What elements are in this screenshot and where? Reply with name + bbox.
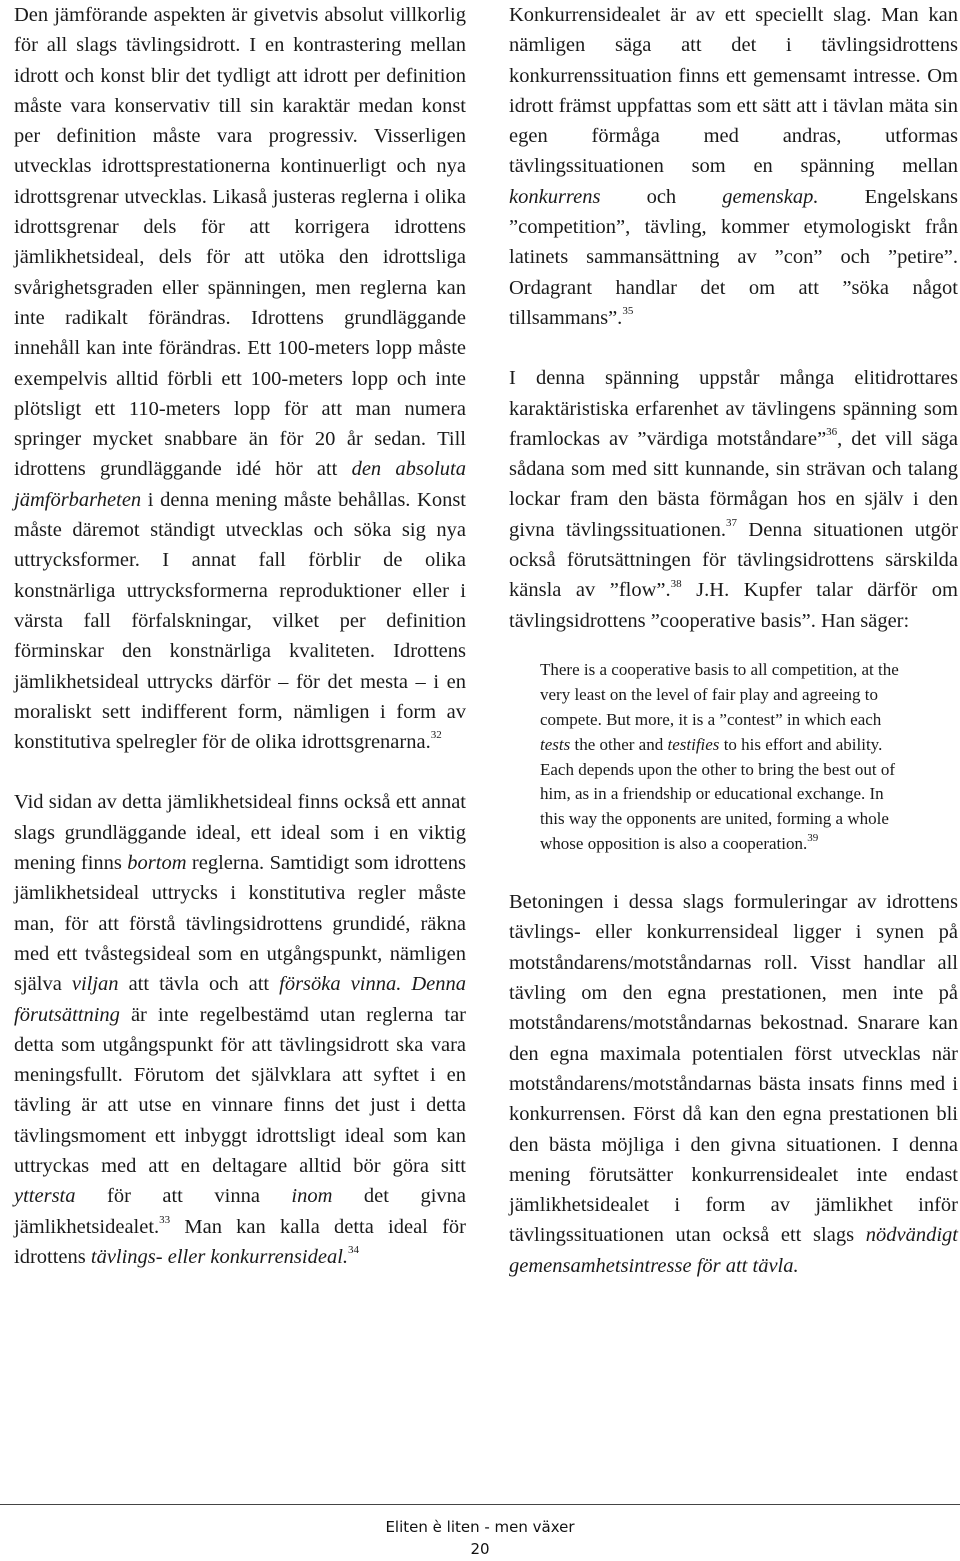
footnote-ref: 39 xyxy=(807,831,819,844)
text-run: Vid sidan av detta jämlikhetsideal finns också ett annat slags grundläggande ideal, ett ideal som i en viktig mening finns xyxy=(14,791,466,875)
text-run: det givna jämlikhetsidealet. xyxy=(14,1185,466,1238)
footnote-ref: 33 xyxy=(159,1213,171,1226)
footer-divider xyxy=(0,1504,960,1505)
italic-text: testifies xyxy=(667,734,720,754)
italic-text: gemenskap. xyxy=(722,185,819,208)
footnote-ref: 35 xyxy=(622,305,634,318)
italic-text: tests xyxy=(540,734,571,754)
text-run: Denna situationen utgör också förutsättningen för tävlingsidrottens särskilda känsla av ”flow”. xyxy=(509,518,959,602)
italic-text: bortom xyxy=(127,852,187,875)
text-run: att tävla och att xyxy=(118,973,280,996)
paragraph xyxy=(509,0,958,333)
text-run: Betoningen i dessa slags formuleringar av idrottens tävlings- eller konkurrensideal ligger i synen på motståndarens/motståndarnas roll. Visst handlar all tävling om den egna prestationen, men inte på motståndarens/motståndarnas bekostnad. Snarare kan den egna maximala potentialen först utvecklas när motståndarens/motståndarnas bästa insats finns med i konkurrensen. Först då kan den egna prestationen bli den bästa möjliga i den givna situationen. I denna mening förutsätter konkurrensidealet inte endast jämlikhetsidealet i form av jämlikhet inför tävlingssituationen utan också ett slags xyxy=(509,891,958,1247)
italic-text: den absoluta jämförbarheten xyxy=(14,458,467,511)
paragraph xyxy=(14,0,466,757)
text-run: för att vinna xyxy=(75,1185,292,1208)
italic-text: viljan xyxy=(71,973,119,996)
italic-text: försöka vinna. Denna förutsättning xyxy=(14,973,467,1026)
text-run: , det vill säga sådana som med sitt kunnande, sin strävan och talang lockar fram den bästa förmågan hos en själv i den givna tävlingssituationen. xyxy=(509,427,958,541)
text-run: och xyxy=(600,185,723,208)
text-run: Den jämförande aspekten är givetvis absolut villkorlig för all slags tävlingsidrott. I en kontrastering mellan idrott och konst blir det tydligt att idrott per definition måste vara konservativ till sin karaktär medan konst per definition måste vara progressiv. Visserligen utvecklas idrottsprestationerna kontinuerligt och nya idrottsgrenar utvecklas. Likaså justeras reglerna i olika idrottsgrenar dels för att korrigera idrottens jämlikhetsideal, dels för att utöka den idrottsliga svårighetsgraden eller spänningen, men reglerna kan inte radikalt förändras. Idrottens grundläggande innehåll kan inte förändras. Ett 100-meters lopp måste exempelvis alltid förbli ett 100-meters lopp och inte plötsligt ett 110-meters lopp för att man numera springer mycket snabbare än för 20 år sedan. Till idrottens grundläggande idé hör att xyxy=(14,4,466,481)
footnote-ref: 34 xyxy=(348,1244,360,1257)
left-column xyxy=(14,0,466,1272)
text-run: Engelskans ”competition”, tävling, kommer etymologiskt från latinets sammansättning av ”con” och ”petire”. Ordagrant handlar det om att ”söka något tillsammans”. xyxy=(509,185,958,329)
paragraph xyxy=(509,887,958,1281)
italic-text: yttersta xyxy=(14,1185,76,1208)
text-run: There is a cooperative basis to all competition, at the very least on the level of fair play and agreeing to compete. But more, it is a ”contest” in which each xyxy=(540,659,899,729)
italic-text: nödvändigt gemensamhetsintresse för att tävla. xyxy=(509,1224,958,1277)
text-run: reglerna. Samtidigt som idrottens jämlikhetsideal uttrycks i konstitutiva regler måste man, för att förstå tävlingsidrottens grundidé, räkna med ett tvåstegsideal som en utgångspunkt, nämligen själva xyxy=(14,852,466,996)
text-run: to his effort and ability. Each depends upon the other to bring the best out of him, as in a friendship or educational exchange. In this way the opponents are united, forming a whole whose opposition is also a cooperation. xyxy=(540,734,896,854)
text-run: är inte regelbestämd utan reglerna tar detta som utgångspunkt för att tävlingsidrott ska vara meningsfullt. Förutom det självklara att syftet i en tävling är att utse en vinnare finns det just i detta tävlingsmoment ett inbyggt idrottsligt ideal som kan uttryckas med att en deltagare alltid bör göra sitt xyxy=(14,1003,466,1177)
paragraph xyxy=(509,363,958,636)
text-run: i denna mening måste behållas. Konst måste däremot ständigt utvecklas och söka sig nya uttrycksformer. I annat fall förblir de olika konstnärliga uttrycksformerna reproduktioner eller i värsta fall förfalskningar, vilket per definition förminskar den konstnärliga kvaliteten. Idrottens jämlikhetsideal uttrycks därför – för det mesta – i en moraliskt sett indifferent form, nämligen i form av konstitutiva spelregler för de olika idrottsgrenarna. xyxy=(14,488,466,754)
paragraph xyxy=(14,787,466,1272)
footnote-ref: 37 xyxy=(725,516,737,529)
footnote-ref: 38 xyxy=(670,577,682,590)
text-run: Konkurrensidealet är av ett speciellt slag. Man kan nämligen säga att det i tävlingsidrottens konkurrenssituation finns ett gemensamt intresse. Om idrott främst uppfattas som ett sätt att i tävlan mäta sin egen förmåga med andras, utformas tävlingssituationen som en spänning mellan xyxy=(509,4,958,178)
text-run: J.H. Kupfer talar därför om tävlingsidrottens ”cooperative basis”. Han säger: xyxy=(509,579,959,632)
text-run: I denna spänning uppstår många elitidrottares karaktäristiska erfarenhet av tävlingens spänning som framlockas av ”värdiga motståndare” xyxy=(509,367,958,450)
text-run: the other and xyxy=(570,734,668,754)
footnote-ref: 36 xyxy=(826,426,838,439)
right-column xyxy=(509,0,958,1281)
footer-title: Eliten è liten - men växer xyxy=(385,1518,575,1536)
page-number: 20 xyxy=(470,1540,490,1558)
italic-text: tävlings- eller konkurrensideal. xyxy=(90,1245,349,1268)
footnote-ref: 32 xyxy=(430,729,442,742)
block-quote xyxy=(540,658,910,857)
text-run: Man kan kalla detta ideal för idrottens xyxy=(14,1215,466,1268)
italic-text: inom xyxy=(291,1185,333,1208)
italic-text: konkurrens xyxy=(509,185,601,208)
